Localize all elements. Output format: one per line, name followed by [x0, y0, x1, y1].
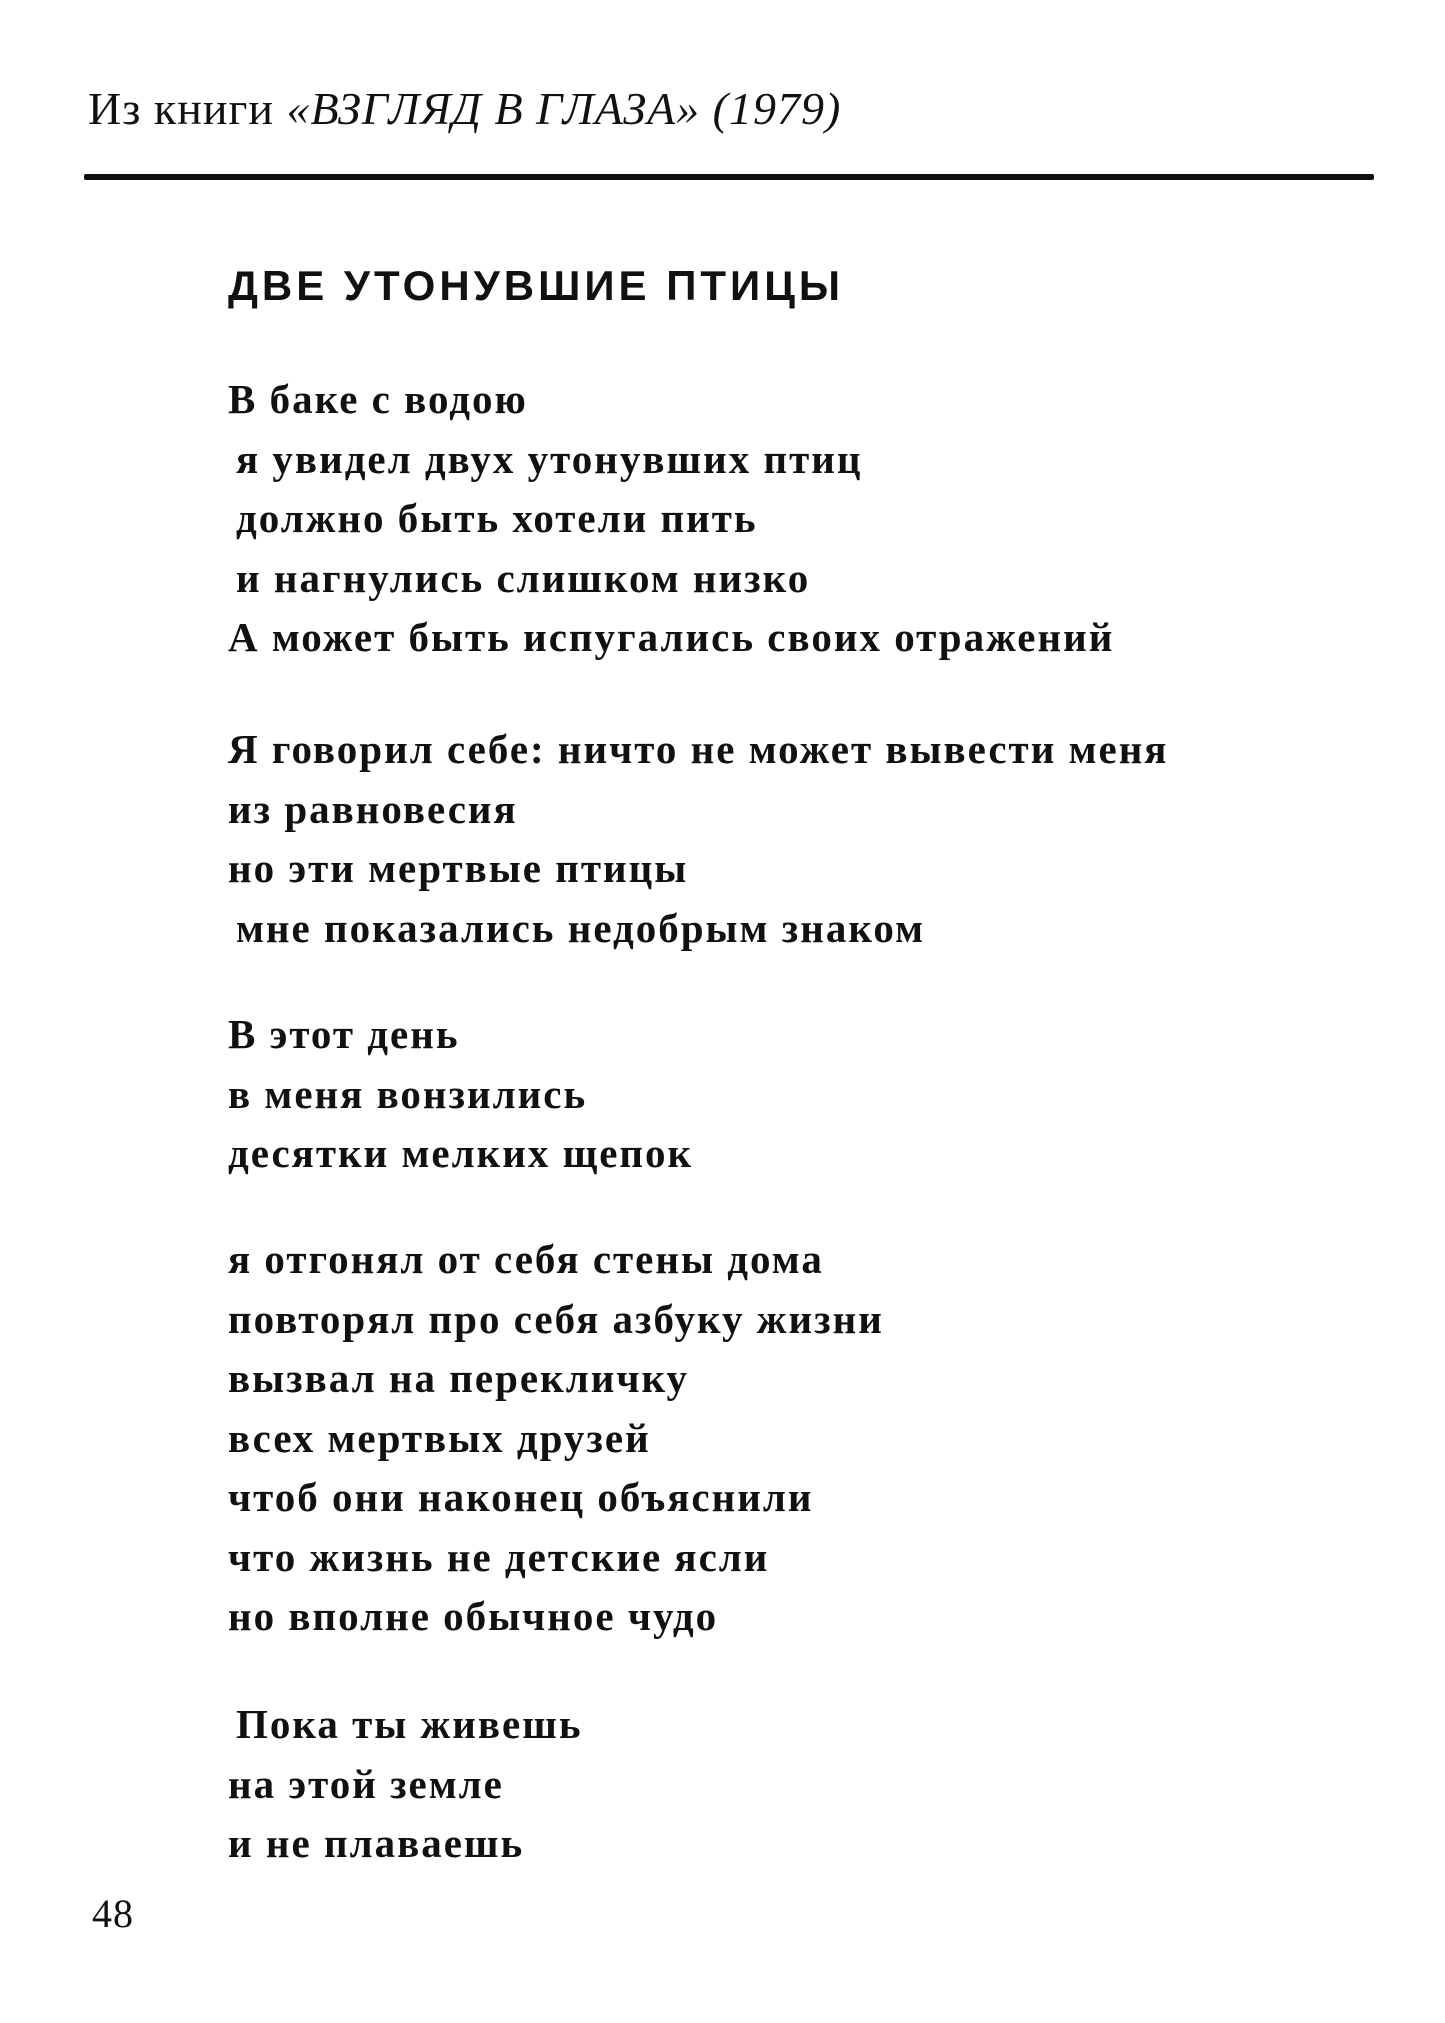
- poem-line: чтоб они наконец объяснили: [228, 1474, 814, 1520]
- poem-line: в меня вонзились: [228, 1070, 588, 1117]
- poem-line: повторял про себя азбуку жизни: [228, 1295, 884, 1342]
- poem-line: Я говорил себе: ничто не может вывести меня: [228, 726, 1169, 772]
- poem-line: но эти мертвые птицы: [228, 845, 689, 891]
- stanza-5: [228, 1695, 583, 1874]
- poem-line: всех мертвых друзей: [228, 1414, 651, 1461]
- poem-line: В этот день: [228, 1011, 460, 1057]
- poem-title: ДВЕ УТОНУВШИЕ ПТИЦЫ: [228, 262, 845, 309]
- poem-line: должно быть хотели пить: [236, 495, 758, 541]
- page-number: 48: [92, 1891, 134, 1936]
- poem-line: но вполне обычное чудо: [228, 1593, 719, 1639]
- poem-line: В баке с водою: [228, 376, 528, 422]
- poem-line: что жизнь не детские ясли: [228, 1533, 770, 1580]
- stanza-3: [228, 1005, 693, 1184]
- stanza-2: [228, 720, 1169, 958]
- running-head-book-title: «ВЗГЛЯД В ГЛАЗА» (1979): [286, 83, 842, 134]
- running-head: [88, 82, 841, 135]
- poem-line: я отгонял от себя стены дома: [228, 1236, 824, 1282]
- poem-line: и нагнулись слишком низко: [236, 554, 811, 601]
- stanza-4: [228, 1230, 884, 1647]
- stanza-1: [228, 370, 1114, 668]
- poem-line: я увидел двух утонувших птиц: [236, 435, 863, 482]
- poem-line: и не плаваешь: [228, 1820, 525, 1866]
- poem-line: вызвал на перекличку: [228, 1355, 689, 1401]
- poem-line: мне показались недобрым знаком: [236, 904, 926, 951]
- poem-line: А может быть испугались своих отражений: [228, 614, 1115, 660]
- poem-line: из равновесия: [228, 785, 518, 832]
- header-divider: [84, 174, 1374, 180]
- running-head-prefix: Из книги: [88, 83, 287, 134]
- poem-line: десятки мелких щепок: [228, 1130, 694, 1176]
- poem-line: Пока ты живешь: [236, 1701, 583, 1747]
- poem-line: на этой земле: [228, 1760, 504, 1807]
